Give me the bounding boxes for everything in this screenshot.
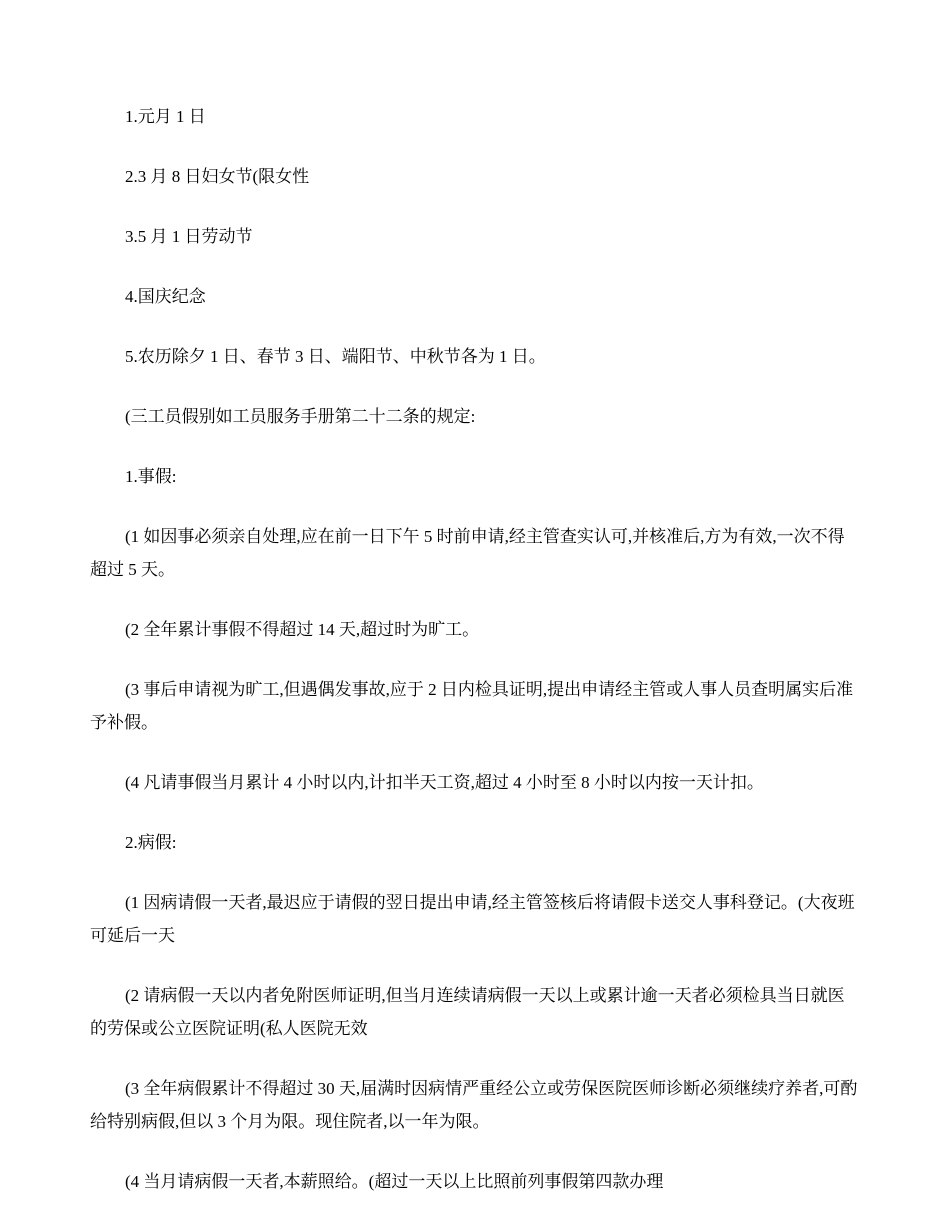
- sick-leave-item-3: (3 全年病假累计不得超过 30 天,届满时因病情严重经公立或劳保医院医师诊断必须继续疗养者,可酌给特别病假,但以 3 个月为限。现住院者,以一年为限。: [90, 1079, 858, 1131]
- holiday-national-day: 4.国庆纪念: [125, 287, 206, 306]
- sick-leave-item-2: (2 请病假一天以内者免附医师证明,但当月连续请病假一天以上或累计逾一天者必须检具当日就医的劳保或公立医院证明(私人医院无效: [90, 986, 845, 1038]
- holiday-labor-day: 3.5 月 1 日劳动节: [125, 227, 253, 246]
- holiday-womens-day: 2.3 月 8 日妇女节(限女性: [125, 167, 310, 186]
- personal-leave-item-1: (1 如因事必须亲自处理,应在前一日下午 5 时前申请,经主管查实认可,并核准后,方为有效,一次不得超过 5 天。: [90, 527, 845, 579]
- sick-leave-item-1: (1 因病请假一天者,最迟应于请假的翌日提出申请,经主管签核后将请假卡送交人事科登记。(大夜班可延后一天: [90, 893, 855, 945]
- personal-leave-item-2: (2 全年累计事假不得超过 14 天,超过时为旷工。: [125, 620, 480, 639]
- holiday-lunar: 5.农历除夕 1 日、春节 3 日、端阳节、中秋节各为 1 日。: [125, 347, 546, 366]
- section-leave-types: (三工员假别如工员服务手册第二十二条的规定:: [125, 407, 476, 426]
- sick-leave-item-4: (4 当月请病假一天者,本薪照给。(超过一天以上比照前列事假第四款办理: [125, 1172, 664, 1191]
- personal-leave-heading: 1.事假:: [125, 467, 177, 486]
- sick-leave-heading: 2.病假:: [125, 833, 177, 852]
- personal-leave-item-4: (4 凡请事假当月累计 4 小时以内,计扣半天工资,超过 4 小时至 8 小时以内按一天计扣。: [125, 773, 764, 792]
- holiday-new-year: 1.元月 1 日: [125, 107, 206, 126]
- personal-leave-item-3: (3 事后申请视为旷工,但遇偶发事故,应于 2 日内检具证明,提出申请经主管或人事人员查明属实后准予补假。: [90, 680, 854, 732]
